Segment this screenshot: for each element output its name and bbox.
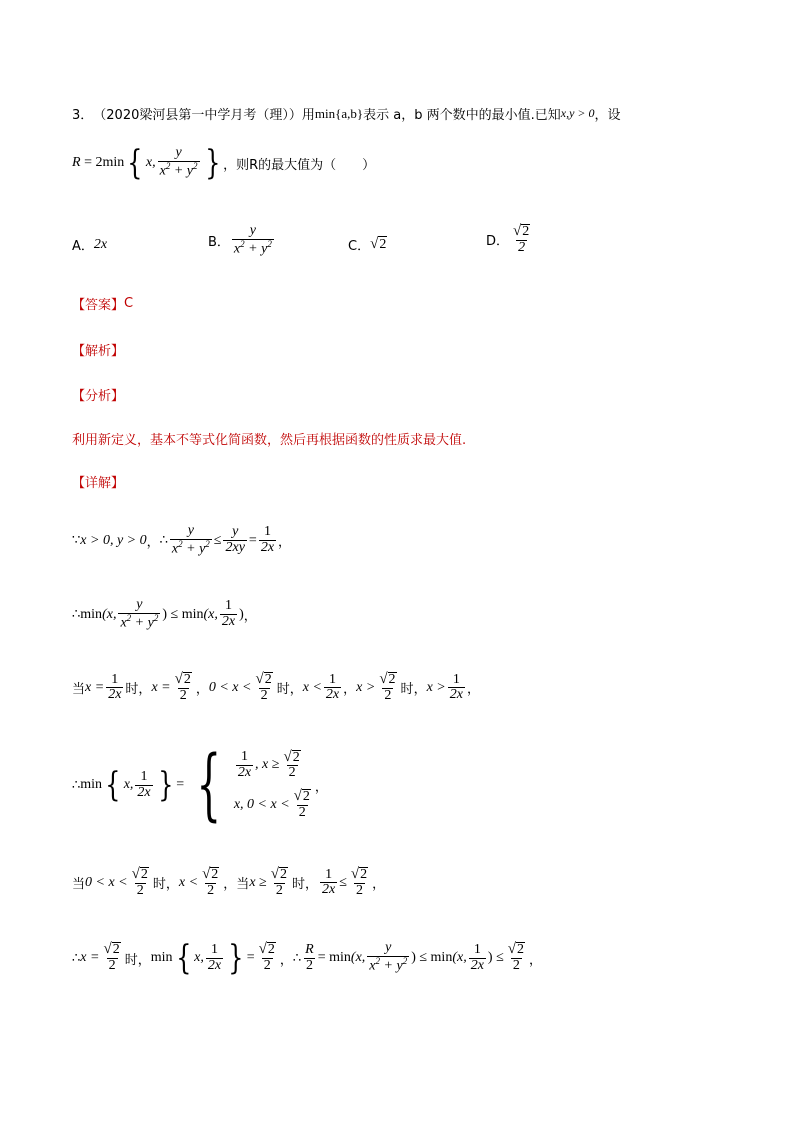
piecewise-cases: { $\frac{1}{2x}$ , x ≥ √ 2 2 x, 0 < x < √ 2 2: [196, 740, 310, 830]
left-brace: {: [127, 143, 143, 183]
question-line-2: [72, 143, 376, 183]
detail-step-2: ∴ min(x, $\frac{y}{x^2 + y^2}$ ) ≤ min (x, $\frac{1}{2x}$ ) ，: [72, 597, 257, 631]
condition: x,y > 0: [560, 106, 595, 120]
answer-value: C: [124, 296, 134, 311]
option-c-label: C．: [348, 239, 371, 254]
therefore-symbol: ∴: [159, 533, 168, 549]
detail-step-6: ∴ x = √ 2 2 时 ， min { x, $\frac{1}{2x}$ } = √ 2 2 ， ∴ $\frac{R}{2}$ = min (x, $\frac{y}{x^2 + y^2}$ ) ≤ min (x, $\frac{1}{2x}$ ) ≤ √ 2 2 ，: [72, 938, 543, 978]
fenxi-text: 利用新定义，基本不等式化简函数，然后再根据函数的性质求最大值.: [72, 433, 467, 448]
answer-line: [72, 294, 133, 313]
answer-label: 【答案】: [72, 298, 125, 313]
option-a: [72, 235, 107, 254]
fraction-y-over-sum: $\frac{y}{x^2 + y^2}$: [159, 145, 198, 179]
r-arg-x: x,: [145, 155, 156, 170]
min-notation: min{a,b}: [314, 105, 364, 121]
option-b-label: B．: [208, 235, 230, 251]
detail-step-5: 当 0 < x < √ 2 2 时 ， x < √ 2 2 ，当 x ≥ √ 2 2 时 ， $\frac{1}{2x}$ ≤ √ 2 2 ，: [72, 866, 386, 898]
fenxi-heading: 【分析】: [72, 389, 125, 404]
xiangjie-heading: 【详解】: [72, 476, 125, 491]
question-source: （2020梁河县第一中学月考（理））: [93, 108, 302, 123]
option-b-fraction: $\frac{y}{x^2 + y^2}$: [233, 223, 272, 257]
question-stem-2: 表示 a，b 两个数中的最小值.已知: [363, 108, 561, 123]
option-b: [208, 224, 276, 257]
question-stem-3: ，设: [594, 108, 621, 123]
option-a-value: 2x: [93, 236, 108, 252]
option-c-sqrt2: √ 2: [370, 236, 387, 252]
option-d: [486, 224, 534, 255]
detail-step-4: ∴ min { x, $\frac{1}{2x}$ } = { $\frac{1}{2x}$ , x ≥ √ 2 2 x, 0 < x < √ 2 2 ，: [72, 740, 328, 830]
question-number: 3．: [72, 108, 94, 123]
option-d-label: D．: [486, 234, 510, 250]
question-stem-4: ，则R的最大值为（ ）: [223, 157, 376, 173]
detail-step-3: 当 x = $\frac{1}{2x}$ 时 ， x = √ 2 2 ， 0 < x < √ 2 2 时 ， x < $\frac{1}{2x}$ ， x > √ 2 2 时 ， x > $\frac{1}{2x}$ ，: [72, 671, 480, 703]
jiexi-heading: 【解析】: [72, 344, 125, 359]
option-a-label: A．: [72, 239, 94, 254]
question-stem-1: 用: [301, 108, 315, 123]
question-line-1: [72, 104, 621, 123]
option-c: [348, 235, 387, 254]
because-symbol: ∵: [72, 533, 81, 549]
detail-step-1: ∵ x > 0, y > 0 ， ∴ $\frac{y}{x^2 + y^2}$ ≤ $\frac{y}{2xy}$ = $\frac{1}{2x}$ ，: [72, 523, 292, 557]
r-definition: R = 2min: [72, 155, 125, 170]
option-d-fraction: √ 2 2: [513, 223, 530, 255]
right-brace: }: [204, 143, 220, 183]
